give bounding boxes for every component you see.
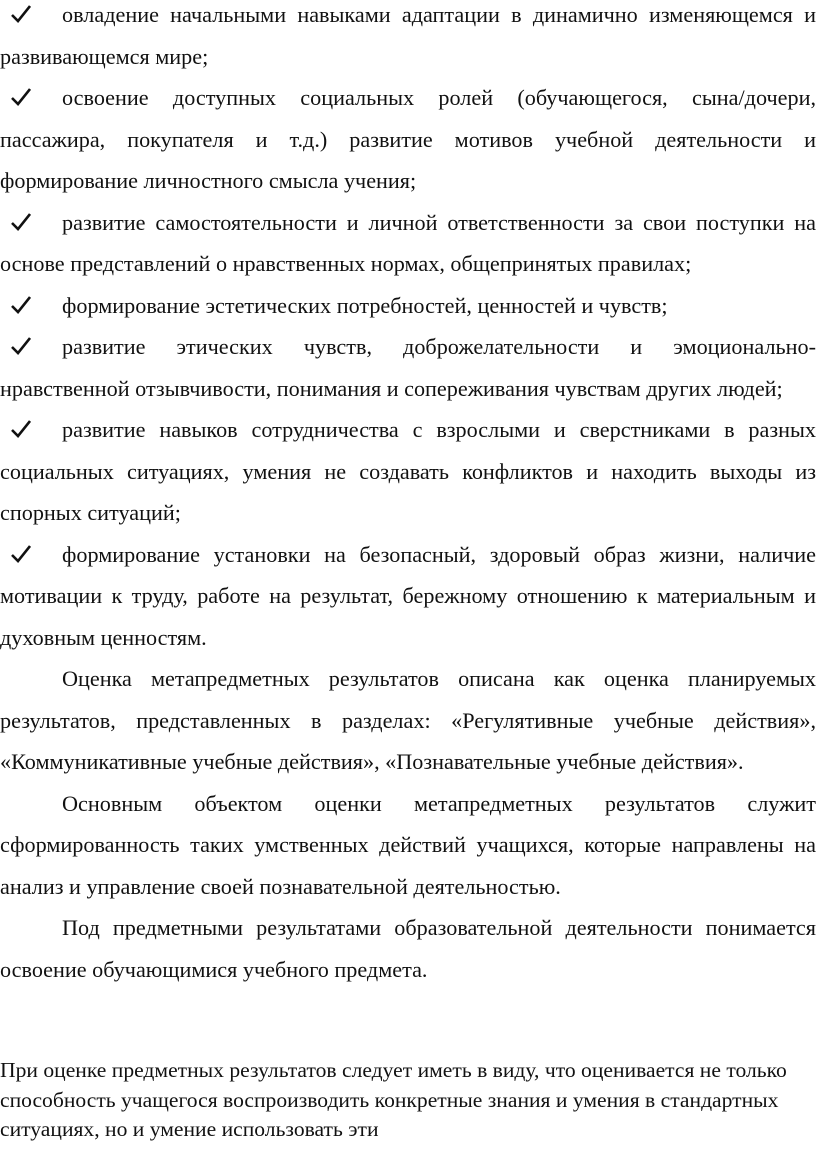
list-item-text: формирование установки на безопасный, здоровый образ жизни, наличие мотивации к труду, работе на результат, бережному отношению к материальным и духовным ценностям. <box>0 541 816 650</box>
list-item <box>0 326 816 409</box>
list-item <box>0 409 816 534</box>
trailing-paragraph-block <box>0 1056 816 1145</box>
list-item-text: развитие этических чувств, доброжелательности и эмоционально-нравственной отзывчивости, понимания и сопереживания чувствам других людей; <box>0 334 816 401</box>
list-item <box>0 285 816 327</box>
list-item <box>0 534 816 659</box>
trailing-paragraph: При оценке предметных результатов следует иметь в виду, что оценивается не только способность учащегося воспроизводить конкретные знания и умения в стандартных ситуациях, но и умение использовать эти <box>0 1058 787 1141</box>
paragraph: Под предметными результатами образовательной деятельности понимается освоение обучающимися учебного предмета. <box>0 915 816 982</box>
list-item <box>0 0 816 77</box>
list-item <box>0 202 816 285</box>
list-item-text: овладение начальными навыками адаптации в динамично изменяющемся и развивающемся мире; <box>0 2 816 69</box>
paragraph: Оценка метапредметных результатов описана как оценка планируемых результатов, представленных в разделах: «Регулятивные учебные действия», «Коммуникативные учебные действия», «Познавательные учебные действия». <box>0 666 816 774</box>
list-item-text: развитие навыков сотрудничества с взрослыми и сверстниками в разных социальных ситуациях, умения не создавать конфликтов и находить выходы из спорных ситуаций; <box>0 417 816 525</box>
list-item <box>0 77 816 202</box>
list-item-text: развитие самостоятельности и личной ответственности за свои поступки на основе представлений о нравственных нормах, общепринятых правилах; <box>0 209 816 276</box>
list-item-text: освоение доступных социальных ролей (обучающегося, сына/дочери, пассажира, покупателя и т.д.) развитие мотивов учебной деятельности и формирование личностного смысла учения; <box>0 85 816 193</box>
list-item-text: формирование эстетических потребностей, ценностей и чувств; <box>62 292 668 318</box>
paragraph: Основным объектом оценки метапредметных результатов служит сформированность таких умственных действий учащихся, которые направлены на анализ и управление своей познавательной деятельностью. <box>0 790 816 899</box>
